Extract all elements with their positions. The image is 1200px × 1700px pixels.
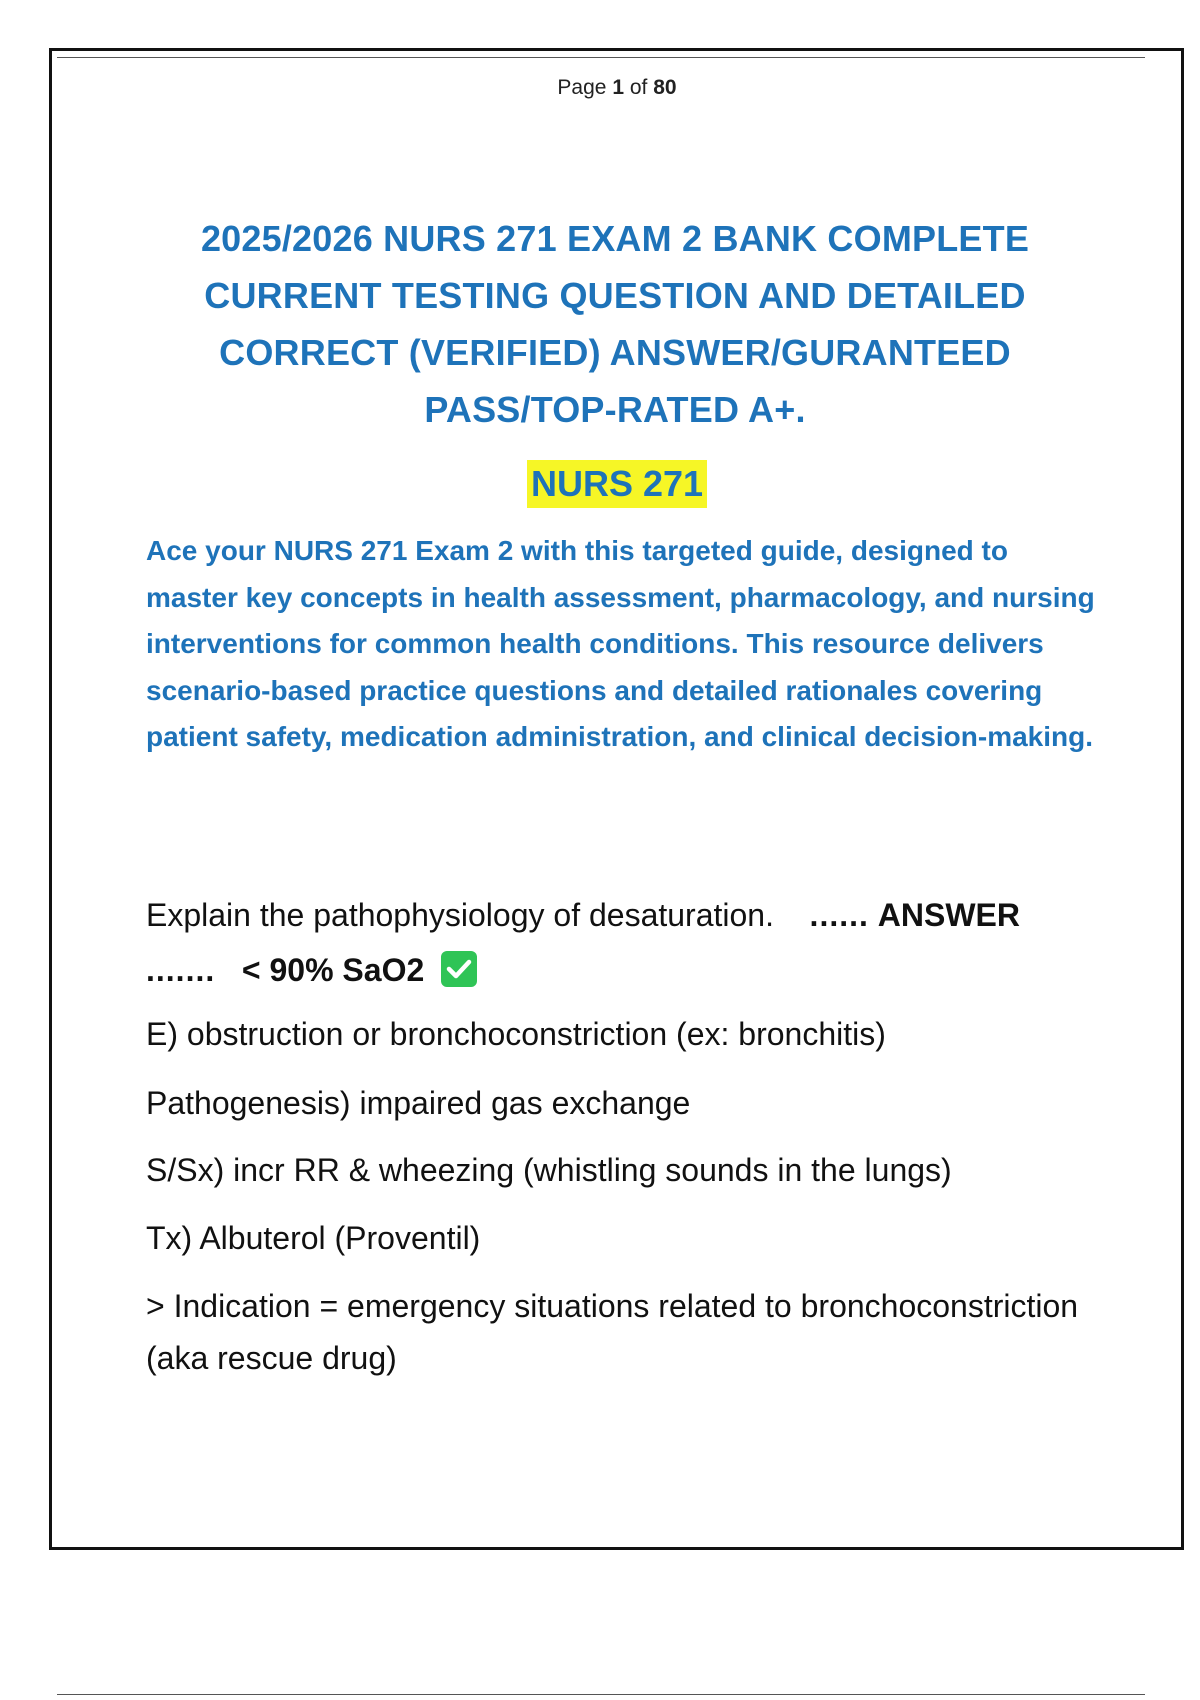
- check-mark-icon: [441, 951, 477, 987]
- page-number: [0, 76, 1200, 100]
- page-current: 1: [612, 76, 624, 99]
- intro-paragraph: Ace your NURS 271 Exam 2 with this targeted guide, designed to master key concepts in health assessment, pharmacology, and nursing interventions for common health conditions. This resource delivers scenario-based practice questions and detailed rationales covering patient safety, medication administration, and clinical decision-making.: [146, 535, 1095, 752]
- header-rule: [57, 57, 1145, 58]
- course-tag-wrapper: [0, 460, 1200, 508]
- detail-signs-symptoms: S/Sx) incr RR & wheezing (whistling sounds in the lungs): [146, 1152, 952, 1188]
- detail-etiology: E) obstruction or bronchoconstriction (ex: bronchitis): [146, 1016, 886, 1052]
- question-block: [146, 888, 1106, 998]
- answer-value: < 90% SaO2: [241, 952, 425, 988]
- next-page-rule: [57, 1694, 1145, 1695]
- document-title: 2025/2026 NURS 271 EXAM 2 BANK COMPLETE CURRENT TESTING QUESTION AND DETAILED CORRECT (VERIFIED) ANSWER/GURANTEED PASS/TOP-RATED A+.: [200, 218, 1030, 430]
- page-of: of: [629, 76, 648, 99]
- detail-treatment: Tx) Albuterol (Proventil): [146, 1220, 481, 1256]
- page-total: 80: [653, 76, 677, 99]
- detail-indication: > Indication = emergency situations related to bronchoconstriction (aka rescue drug): [146, 1288, 1079, 1376]
- detail-pathogenesis: Pathogenesis) impaired gas exchange: [146, 1085, 691, 1121]
- answer-label: ANSWER: [877, 897, 1020, 933]
- answer-trailing-dots: .......: [146, 952, 216, 988]
- question-prompt: Explain the pathophysiology of desaturation.: [146, 897, 774, 933]
- page-label: Page: [557, 76, 607, 99]
- answer-leader-dots: ......: [809, 897, 869, 933]
- course-tag: NURS 271: [527, 460, 707, 508]
